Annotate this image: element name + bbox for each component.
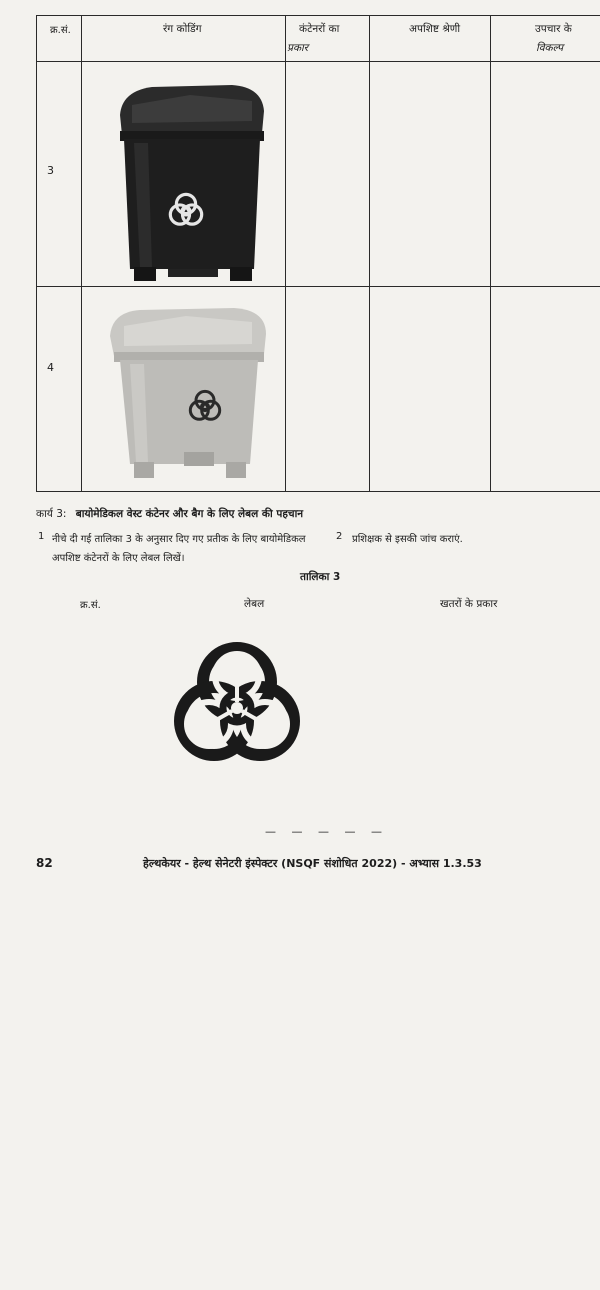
header-label: लेबल bbox=[244, 598, 265, 610]
task-label: कार्य 3: bbox=[36, 508, 67, 520]
task-title: बायोमेडिकल वेस्ट कंटेनर और बैग के लिए लेबल की पहचान bbox=[75, 508, 304, 520]
table-labels bbox=[36, 591, 600, 824]
step-text-line2: अपशिष्ट कंटेनरों के लिए लेबल लिखें। bbox=[52, 553, 185, 564]
page-number: 82 bbox=[36, 856, 53, 870]
header-serial-number: क्र.सं. bbox=[80, 600, 101, 611]
header-hazard-types: खतरों के प्रकार bbox=[440, 598, 498, 610]
header-color-coding: रंग कोडिंग bbox=[163, 23, 202, 35]
grey-waste-bin-image bbox=[106, 304, 274, 484]
header-container-type-line1: कंटेनरों का bbox=[299, 23, 340, 35]
header-waste-category: अपशिष्ट श्रेणी bbox=[409, 23, 461, 35]
step-text: प्रशिक्षक से इसकी जांच कराएं. bbox=[352, 534, 463, 545]
row-number: 3 bbox=[47, 164, 54, 177]
black-waste-bin-image bbox=[112, 81, 272, 286]
row-number: 4 bbox=[47, 361, 54, 374]
table-container-types bbox=[36, 15, 600, 491]
step-number: 2 bbox=[336, 531, 343, 542]
header-treatment-options-line2: विकल्प bbox=[536, 42, 564, 54]
table-caption: तालिका 3 bbox=[300, 571, 341, 583]
footer-title: हेल्थकेयर - हेल्थ सेनेटरी इंस्पेक्टर (NSQF संशोधित 2022) - अभ्यास 1.3.53 bbox=[143, 857, 482, 870]
step-number: 1 bbox=[38, 531, 45, 542]
header-serial-number: क्र.सं. bbox=[50, 25, 71, 36]
footer-dashes: — — — — — bbox=[265, 825, 388, 838]
biohazard-icon bbox=[162, 638, 312, 778]
task-heading bbox=[36, 507, 303, 521]
header-treatment-options-line1: उपचार के bbox=[535, 23, 572, 35]
step-text-line1: नीचे दी गई तालिका 3 के अनुसार दिए गए प्रतीक के लिए बायोमेडिकल bbox=[52, 534, 306, 545]
header-container-type-line2: प्रकार bbox=[287, 42, 309, 54]
